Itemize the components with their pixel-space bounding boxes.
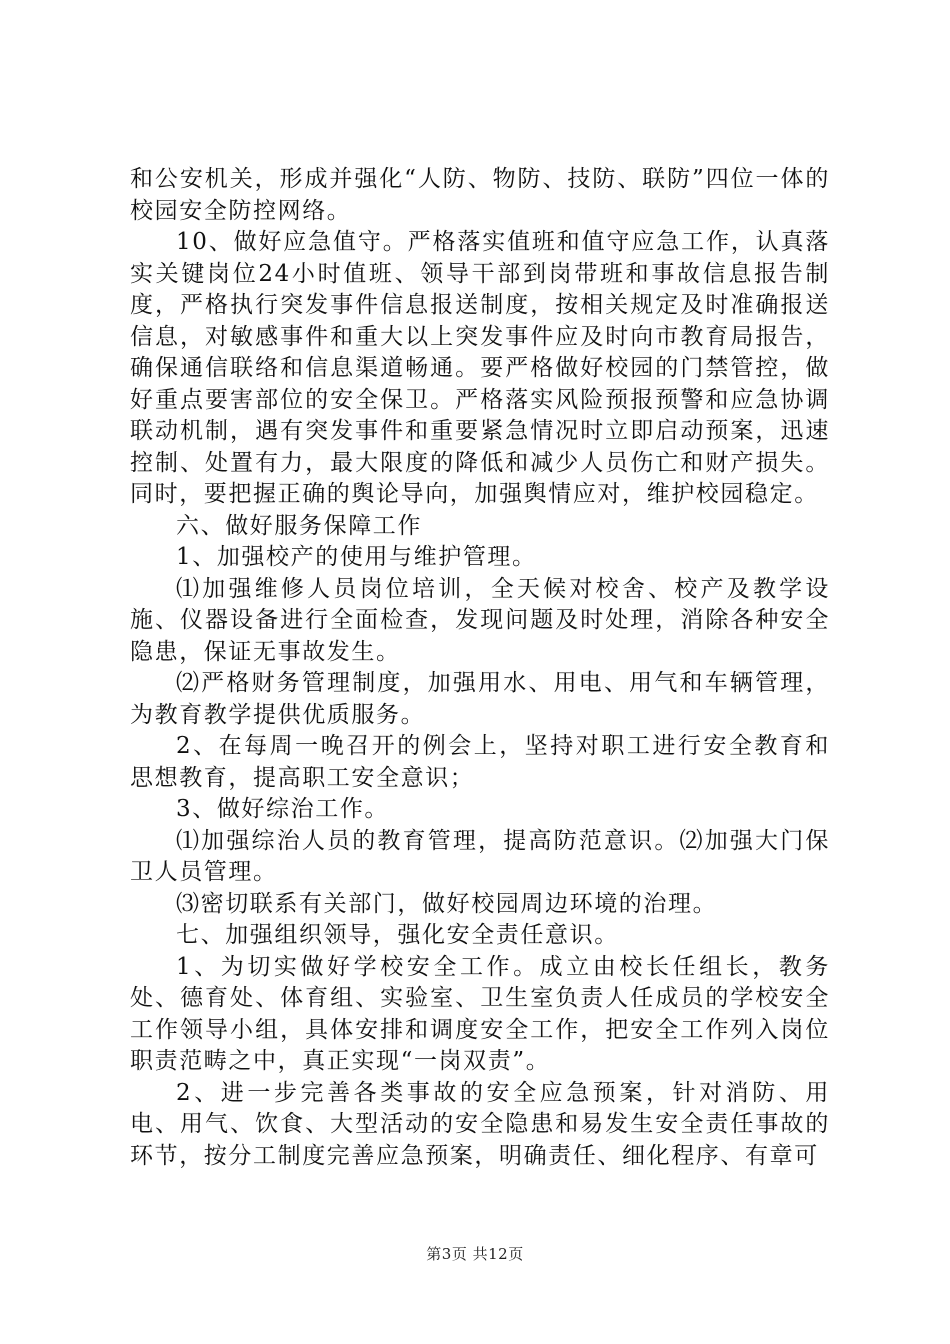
section-heading: 六、做好服务保障工作 bbox=[176, 512, 422, 539]
document-body bbox=[130, 164, 830, 1172]
paragraph: 1、加强校产的使用与维护管理。 bbox=[176, 544, 537, 570]
paragraph: 3、做好综治工作。 bbox=[176, 796, 390, 822]
paragraph: 10、做好应急值守。严格落实值班和值守应急工作，认真落实关键岗位24小时值班、领导干部到岗带班和事故信息报告制度，严格执行突发事件信息报送制度，按相关规定及时准确报送信息，对敏感事件和重大以上突发事件应及时向市教育局报告，确保通信联络和信息渠道畅通。要严格做好校园的门禁管控，做好重点要害部位的安全保卫。严格落实风险预报预警和应急协调联动机制，遇有突发事件和重要紧急情况时立即启动预案，迅速控制、处置有力，最大限度的降低和减少人员伤亡和财产损失。同时，要把握正确的舆论导向，加强舆情应对，维护校园稳定。 bbox=[130, 229, 830, 507]
paragraph: 和公安机关，形成并强化“人防、物防、技防、联防”四位一体的校园安全防控网络。 bbox=[130, 166, 830, 224]
page-number-label: 第3页 共12页 bbox=[426, 1245, 524, 1263]
section-heading: 七、加强组织领导，强化安全责任意识。 bbox=[176, 922, 619, 948]
paragraph: 1、为切实做好学校安全工作。成立由校长任组长，教务处、德育处、体育组、实验室、卫生室负责人任成员的学校安全工作领导小组，具体安排和调度安全工作，把安全工作列入岗位职责范畴之中，真正实现“一岗双责”。 bbox=[130, 953, 830, 1074]
paragraph: ⑶密切联系有关部门，做好校园周边环境的治理。 bbox=[176, 890, 718, 917]
paragraph: 2、进一步完善各类事故的安全应急预案，针对消防、用电、用气、饮食、大型活动的安全隐患和易发生安全责任事故的环节，按分工制度完善应急预案，明确责任、细化程序、有章可 bbox=[130, 1079, 830, 1169]
paragraph: ⑵严格财务管理制度，加强用水、用电、用气和车辆管理，为教育教学提供优质服务。 bbox=[130, 670, 830, 728]
paragraph: 2、在每周一晚召开的例会上，坚持对职工进行安全教育和思想教育，提高职工安全意识； bbox=[130, 733, 830, 791]
page-footer bbox=[0, 1243, 950, 1264]
paragraph: ⑴加强维修人员岗位培训，全天候对校舍、校产及教学设施、仪器设备进行全面检查，发现问题及时处理，消除各种安全隐患，保证无事故发生。 bbox=[130, 575, 830, 665]
paragraph: ⑴加强综治人员的教育管理，提高防范意识。⑵加强大门保卫人员管理。 bbox=[130, 827, 830, 885]
